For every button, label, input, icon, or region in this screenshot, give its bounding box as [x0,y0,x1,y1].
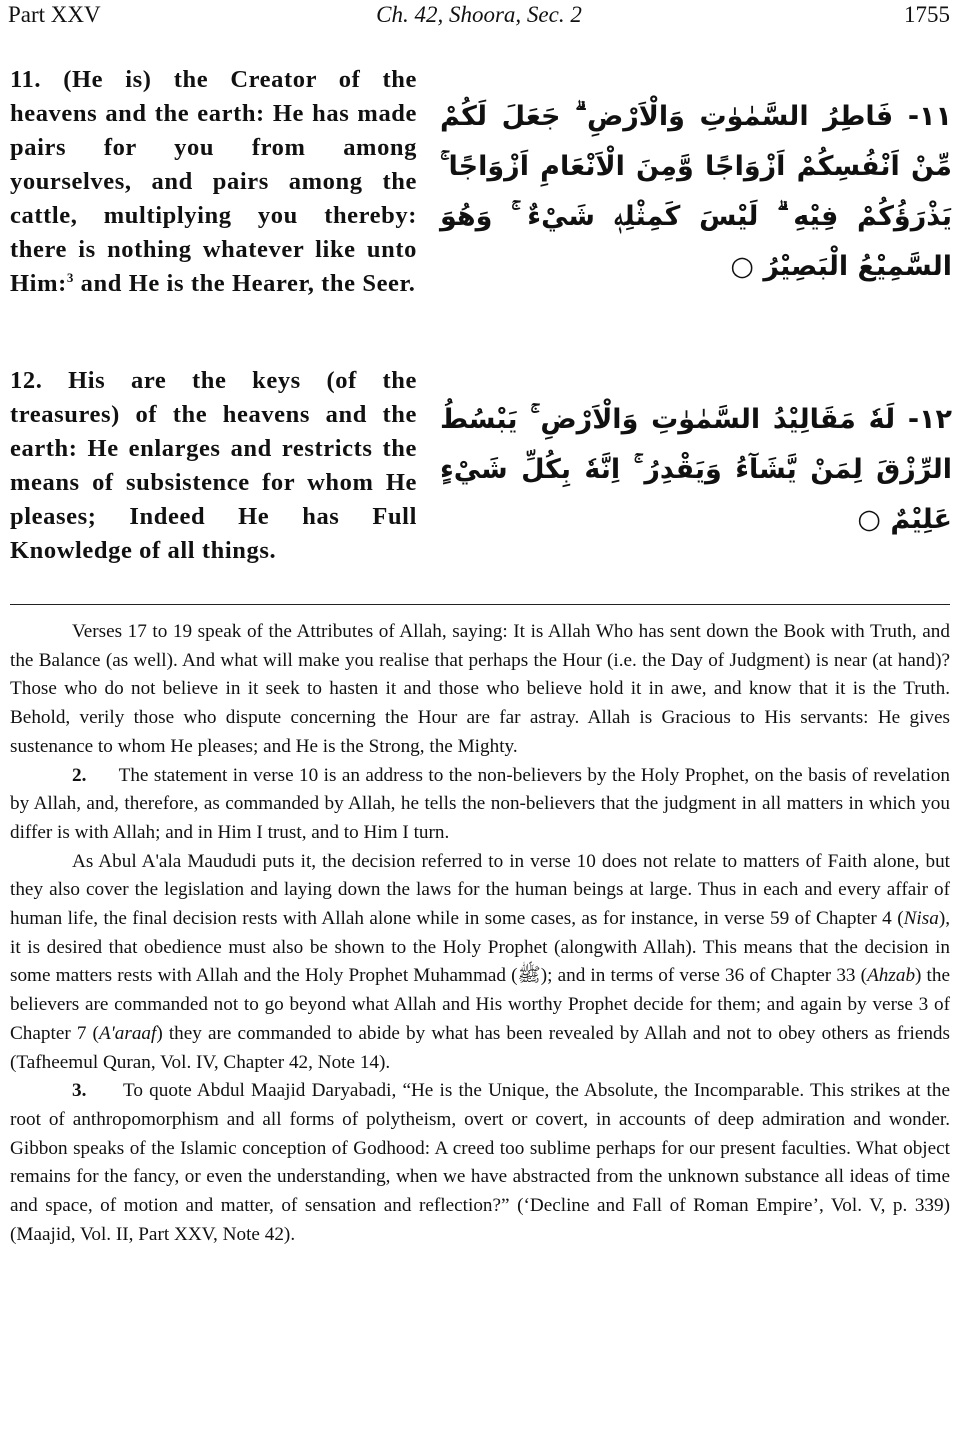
surah-name: A'araaf [98,1022,157,1044]
commentary [10,618,950,1249]
verse-text-end: and He is the Hearer, the Seer. [73,270,416,297]
note-number: 2. [72,764,87,786]
surah-name: Ahzab [867,965,916,987]
commentary-paragraph [10,1077,950,1249]
running-header [8,2,950,34]
verse-12-arabic: ١٢- لَهٗ مَقَالِيْدُ السَّمٰوٰتِ وَالْاَرْضِ ۚ يَبْسُطُ الرِّزْقَ لِمَنْ يَّشَآءُ وَيَقْدِرُ ۚ اِنَّهٗ بِكُلِّ شَيْءٍ عَلِيْمٌ ○ [440,404,952,535]
text: ) they are commanded to abide by what has been revealed by Allah and not to obey others as friends (Tafheemul Quran, Vol. IV, Chapter 42, Note 14). [10,1022,950,1073]
note-number: 3. [72,1080,87,1102]
surah-name: Nisa [903,908,939,930]
text: As Abul A'ala Maududi puts it, the decision referred to in verse 10 does not relate to matters of Faith alone, but they also cover the legislation and laying down the laws for the human beings at large. Thus in each and every affair of human life, the final decision rests with Allah alone while in some cases, as for instance, in verse 59 of Chapter 4 ( [10,850,950,930]
chapter-title: Ch. 42, Shoora, Sec. 2 [376,2,582,27]
commentary-paragraph [10,848,950,1078]
commentary-paragraph [10,762,950,848]
note-text: The statement in verse 10 is an address to the non-believers by the Holy Prophet, on the basis of revelation by Allah, and, therefore, as commanded by Allah, he tells the non-believers that the judgment in all matters in which you differ is with Allah; and in Him I trust, and to Him I turn. [10,764,951,843]
divider [10,604,950,605]
verse-12-translation: 12. His are the keys (of the treasures) of the heavens and the earth: He enlarges and restricts the means of subsistence for whom He pleases; Indeed He has Full Knowledge of all things. [10,367,417,564]
note-text: To quote Abdul Maajid Daryabadi, “He is the Unique, the Absolute, the Incomparable. This strikes at the root of anthropomorphism and all forms of polytheism, overt or covert, in accounts of deep admiration and wonder. Gibbon speaks of the Islamic conception of Godhood: A creed too sublime perhaps for our present faculties. What object remains for the fancy, or even the understanding, when we have abstracted from the unknown substance all ideas of time and space, of motion and matter, of sensation and reflection?” (‘Decline and Fall of Roman Empire’, Vol. V, p. 339) (Maajid, Vol. II, Part XXV, Note 42). [10,1080,950,1245]
commentary-paragraph: Verses 17 to 19 speak of the Attributes of Allah, saying: It is Allah Who has sent down the Book with Truth, and the Balance (as well). And what will make you realise that perhaps the Hour (i.e. the Day of Judgment) is near (at hand)? Those who do not believe in it seek to hasten it and those who believe hold it in awe, and know that it is the Truth. Behold, verily those who dispute concerning the Hour are far astray. Allah is Gracious to His servants: He gives sustenance to whom He pleases; and He is the Strong, the Mighty. [10,621,950,757]
text: ) the believers are commanded not to go beyond what Allah and His worthy Prophet decide for them; and again by verse 3 of Chapter 7 ( [10,965,951,1044]
text: ), it is desired that obedience must also be shown to the Holy Prophet (alongwith Allah). This means that the decision in some matters rests with Allah and the Holy Prophet Muhammad (ﷺ); and in terms of verse 36 of Chapter 33 ( [10,908,950,987]
verse-text: 11. (He is) the Creator of the heavens and the earth: He has made pairs for you from among yourselves, and pairs among the cattle, multiplying you thereby: there is nothing whatever like unto Him: [10,66,417,297]
page-number: 1755 [904,2,950,27]
verse-11-arabic: ١١- فَاطِرُ السَّمٰوٰتِ وَالْاَرْضِ ۗ جَعَلَ لَكُمْ مِّنْ اَنْفُسِكُمْ اَزْوَاجًا وَّمِنَ الْاَنْعَامِ اَزْوَاجًا ۚ يَذْرَؤُكُمْ فِيْهِ ۗ لَيْسَ كَمِثْلِهٖ شَيْءٌ ۚ وَهُوَ السَّمِيْعُ الْبَصِيْرُ ○ [440,101,952,282]
footnote-ref: 3 [66,269,74,285]
verse-11-translation [10,63,417,301]
part-label: Part XXV [8,2,101,27]
